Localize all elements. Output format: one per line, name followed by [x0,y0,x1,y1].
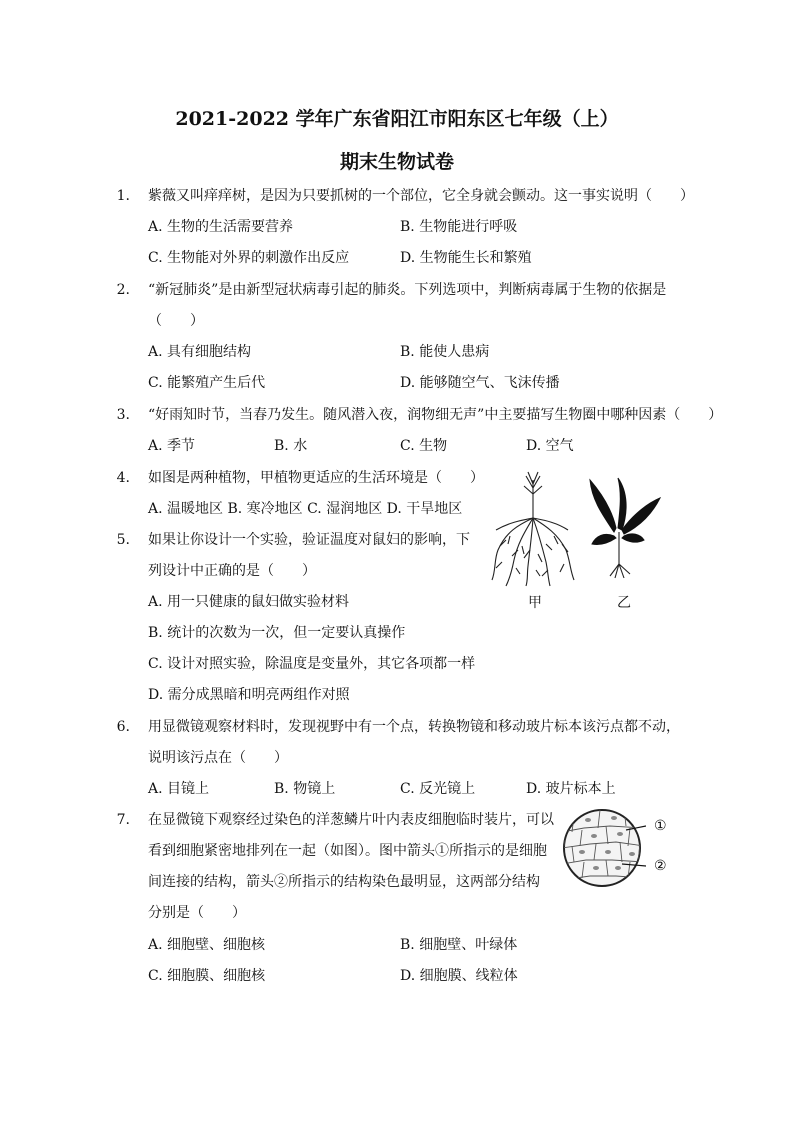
option-d: D. 细胞膜、线粒体 [400,968,518,984]
option-d: D. 生物能生长和繁殖 [400,250,532,266]
plant-jia-label: 甲 [528,595,542,611]
question-stem: “好雨知时节，当春乃发生。随风潜入夜，润物细无声”中主要描写生物圈中哪种因素（ ） [148,407,723,423]
option-c: C. 设计对照实验，除温度是变量外，其它各项都一样 [148,656,476,672]
question-stem-line4: 分别是（ ） [148,905,246,921]
arrow-2-label: ② [654,858,667,874]
plant-jia-image [488,470,578,588]
question-stem-line2: （ ） [148,313,204,329]
question-stem-line1: 在显微镜下观察经过染色的洋葱鳞片叶内表皮细胞临时装片，可以 [148,812,554,828]
question-number: 3. [116,407,130,423]
option-c: C. 生物能对外界的刺激作出反应 [148,250,350,266]
option-b: B. 细胞壁、叶绿体 [400,937,518,953]
option-c: C. 细胞膜、细胞核 [148,968,266,984]
option-d: D. 能够随空气、飞沫传播 [400,375,560,391]
option-a: A. 用一只健康的鼠妇做实验材料 [148,594,350,610]
arrow-1-label: ① [654,818,667,834]
question-stem-line1: 用显微镜观察材料时，发现视野中有一个点，转换物镜和移动玻片标本该污点都不动， [148,719,680,735]
option-d: D. 空气 [526,438,574,454]
option-c: C. 反光镜上 [400,781,476,797]
question-stem-line2: 看到细胞紧密地排列在一起（如图）。图中箭头①所指示的是细胞 [148,843,547,859]
option-a: A. 季节 [148,438,196,454]
question-stem: 紫薇又叫痒痒树，是因为只要抓树的一个部位，它全身就会颤动。这一事实说明（ ） [148,188,694,204]
question-stem-line3: 间连接的结构，箭头②所指示的结构染色最明显，这两部分结构 [148,874,540,890]
exam-title-line2: 期末生物试卷 [339,151,454,173]
option-a: A. 生物的生活需要营养 [148,219,294,235]
option-a: A. 细胞壁、细胞核 [148,937,266,953]
options-row: A. 温暖地区 B. 寒冷地区 C. 湿润地区 D. 干旱地区 [148,501,463,517]
plant-yi-label: 乙 [617,595,631,611]
question-number: 7. [116,812,130,828]
option-d: D. 需分成黑暗和明亮两组作对照 [148,687,350,703]
option-a: A. 具有细胞结构 [148,344,252,360]
option-a: A. 目镜上 [148,781,210,797]
question-stem-line2: 说明该污点在（ ） [148,750,288,766]
plant-yi-image [584,470,664,580]
option-b: B. 统计的次数为一次，但一定要认真操作 [148,625,406,641]
option-b: B. 水 [274,438,308,454]
exam-title-line1: 2021-2022 学年广东省阳江市阳东区七年级（上） [175,108,619,130]
question-number: 5. [116,532,130,548]
option-d: D. 玻片标本上 [526,781,616,797]
question-number: 6. [116,719,130,735]
option-c: C. 能繁殖产生后代 [148,375,266,391]
question-number: 1. [116,188,130,204]
onion-cells-image [560,806,646,890]
question-stem-line2: 列设计中正确的是（ ） [148,563,316,579]
question-stem-line1: “新冠肺炎”是由新型冠状病毒引起的肺炎。下列选项中，判断病毒属于生物的依据是 [148,282,667,298]
question-number: 2. [116,282,130,298]
option-b: B. 生物能进行呼吸 [400,219,518,235]
option-c: C. 生物 [400,438,448,454]
question-number: 4. [116,470,130,486]
option-b: B. 物镜上 [274,781,336,797]
question-stem-line1: 如果让你设计一个实验，验证温度对鼠妇的影响，下 [148,532,470,548]
question-stem: 如图是两种植物，甲植物更适应的生活环境是（ ） [148,470,484,486]
option-b: B. 能使人患病 [400,344,490,360]
